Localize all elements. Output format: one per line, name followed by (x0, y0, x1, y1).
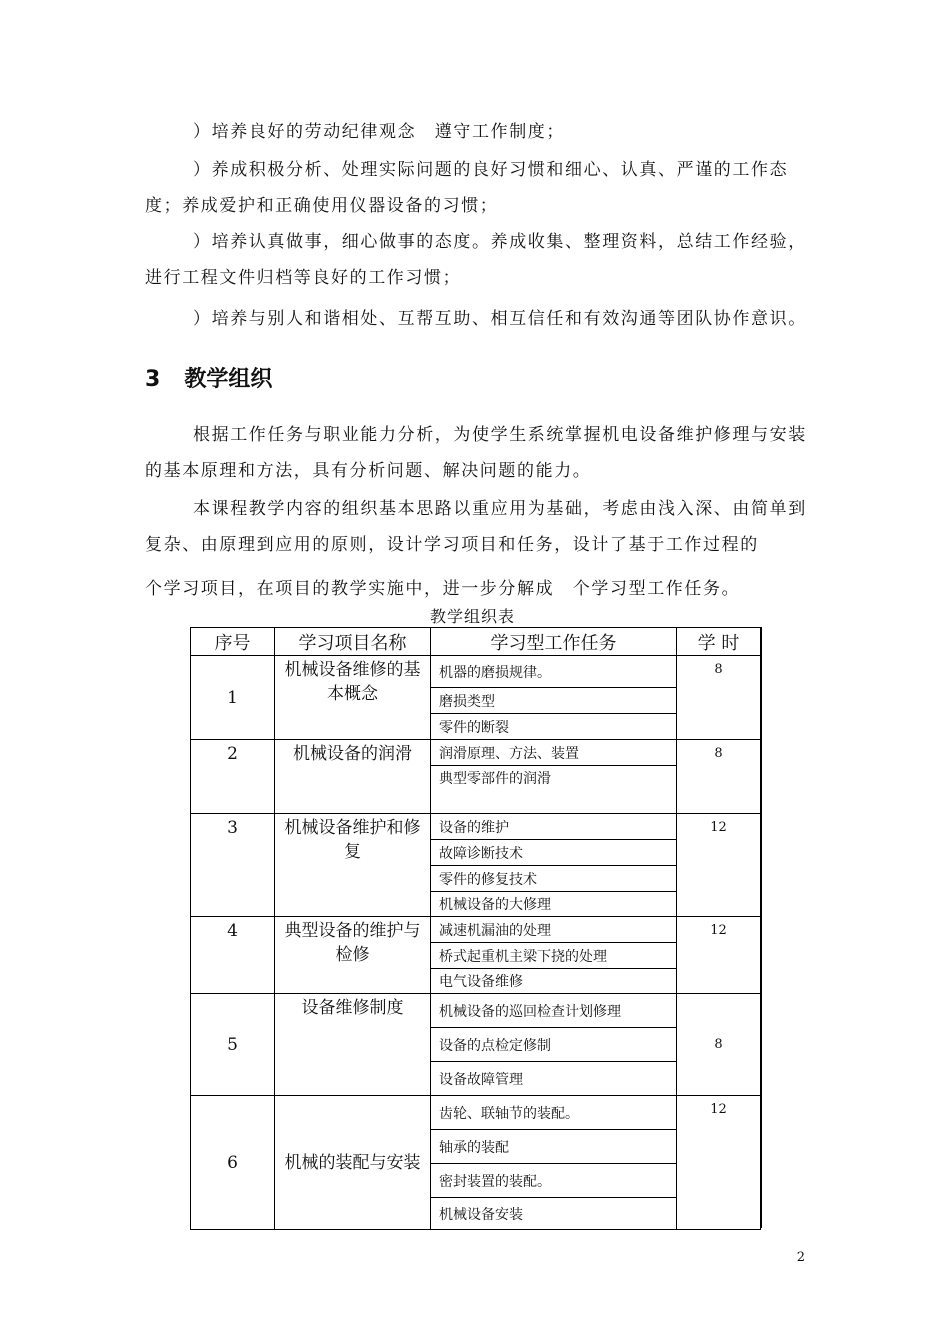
task-cell: 设备的维护 (431, 814, 677, 840)
seq-cell: 2 (191, 740, 275, 814)
project-cell: 机械的装配与安装 (275, 1096, 431, 1230)
seq-cell: 3 (191, 814, 275, 917)
task-cell: 减速机漏油的处理 (431, 917, 677, 943)
seq-cell: 1 (191, 656, 275, 740)
task-cell: 设备的点检定修制 (431, 1028, 677, 1062)
task-cell: 电气设备维修 (431, 969, 677, 994)
table-caption: 教学组织表 (430, 607, 516, 626)
hours-cell: 12 (677, 1096, 761, 1230)
task-cell: 密封装置的装配。 (431, 1164, 677, 1198)
task-cell: 故障诊断技术 (431, 840, 677, 866)
section-number: 3 (145, 367, 161, 392)
header-hours: 学 时 (677, 628, 761, 656)
seq-cell: 5 (191, 994, 275, 1096)
hours-cell: 8 (677, 994, 761, 1096)
task-cell: 润滑原理、方法、装置 (431, 740, 677, 766)
task-cell: 机器的磨损规律。 (431, 656, 677, 688)
task-cell: 零件的修复技术 (431, 866, 677, 892)
task-cell: 典型零部件的润滑 (431, 766, 677, 814)
header-project: 学习项目名称 (275, 628, 431, 656)
page-number: 2 (796, 1250, 805, 1265)
task-cell: 磨损类型 (431, 688, 677, 714)
task-cell: 设备故障管理 (431, 1062, 677, 1096)
table-row (191, 740, 761, 766)
seq-cell: 4 (191, 917, 275, 994)
header-task: 学习型工作任务 (431, 628, 677, 656)
task-cell: 机械设备安装 (431, 1198, 677, 1230)
intro-paragraph: 本课程教学内容的组织基本思路以重应用为基础，考虑由浅入深、由简单到复杂、由原理到应用的原则，设计学习项目和任务，设计了基于工作过程的 (145, 499, 807, 555)
goal-item: ）养成积极分析、处理实际问题的良好习惯和细心、认真、严谨的工作态度；养成爱护和正确使用仪器设备的习惯； (145, 160, 789, 216)
table-row (191, 994, 761, 1028)
hours-cell: 12 (677, 917, 761, 994)
hours-cell: 8 (677, 656, 761, 740)
intro-paragraph: 根据工作任务与职业能力分析，为使学生系统掌握机电设备维护修理与安装的基本原理和方法，具有分析问题、解决问题的能力。 (145, 425, 807, 481)
task-cell: 轴承的装配 (431, 1130, 677, 1164)
seq-cell: 6 (191, 1096, 275, 1230)
table-row (191, 814, 761, 840)
table-row (191, 656, 761, 688)
project-cell: 机械设备维护和修复 (275, 814, 431, 917)
section-heading (145, 362, 272, 393)
table-row (191, 917, 761, 943)
task-cell: 齿轮、联轴节的装配。 (431, 1096, 677, 1130)
header-seq: 序号 (191, 628, 275, 656)
task-cell: 机械设备的巡回检查计划修理 (431, 994, 677, 1028)
table-header-row (191, 628, 761, 656)
task-cell: 零件的断裂 (431, 714, 677, 740)
project-cell: 机械设备的润滑 (275, 740, 431, 814)
hours-cell: 8 (677, 740, 761, 814)
intro-paragraph-end: 个学习项目，在项目的教学实施中，进一步分解成 个学习型工作任务。 (145, 579, 741, 599)
hours-cell: 12 (677, 814, 761, 917)
teaching-organization-table (190, 627, 761, 1230)
project-cell: 典型设备的维护与检修 (275, 917, 431, 994)
project-cell: 机械设备维修的基本概念 (275, 656, 431, 740)
task-cell: 桥式起重机主梁下挠的处理 (431, 943, 677, 969)
table-row (191, 1096, 761, 1130)
goal-item: ）培养与别人和谐相处、互帮互助、相互信任和有效沟通等团队协作意识。 (193, 309, 807, 329)
task-cell: 机械设备的大修理 (431, 892, 677, 917)
goal-item: ）培养良好的劳动纪律观念 遵守工作制度； (193, 122, 565, 142)
project-cell: 设备维修制度 (275, 994, 431, 1096)
goal-item: ）培养认真做事，细心做事的态度。养成收集、整理资料，总结工作经验，进行工程文件归档等良好的工作习惯； (145, 232, 807, 288)
table-double-border (761, 627, 762, 1228)
section-title: 教学组织 (184, 367, 273, 392)
